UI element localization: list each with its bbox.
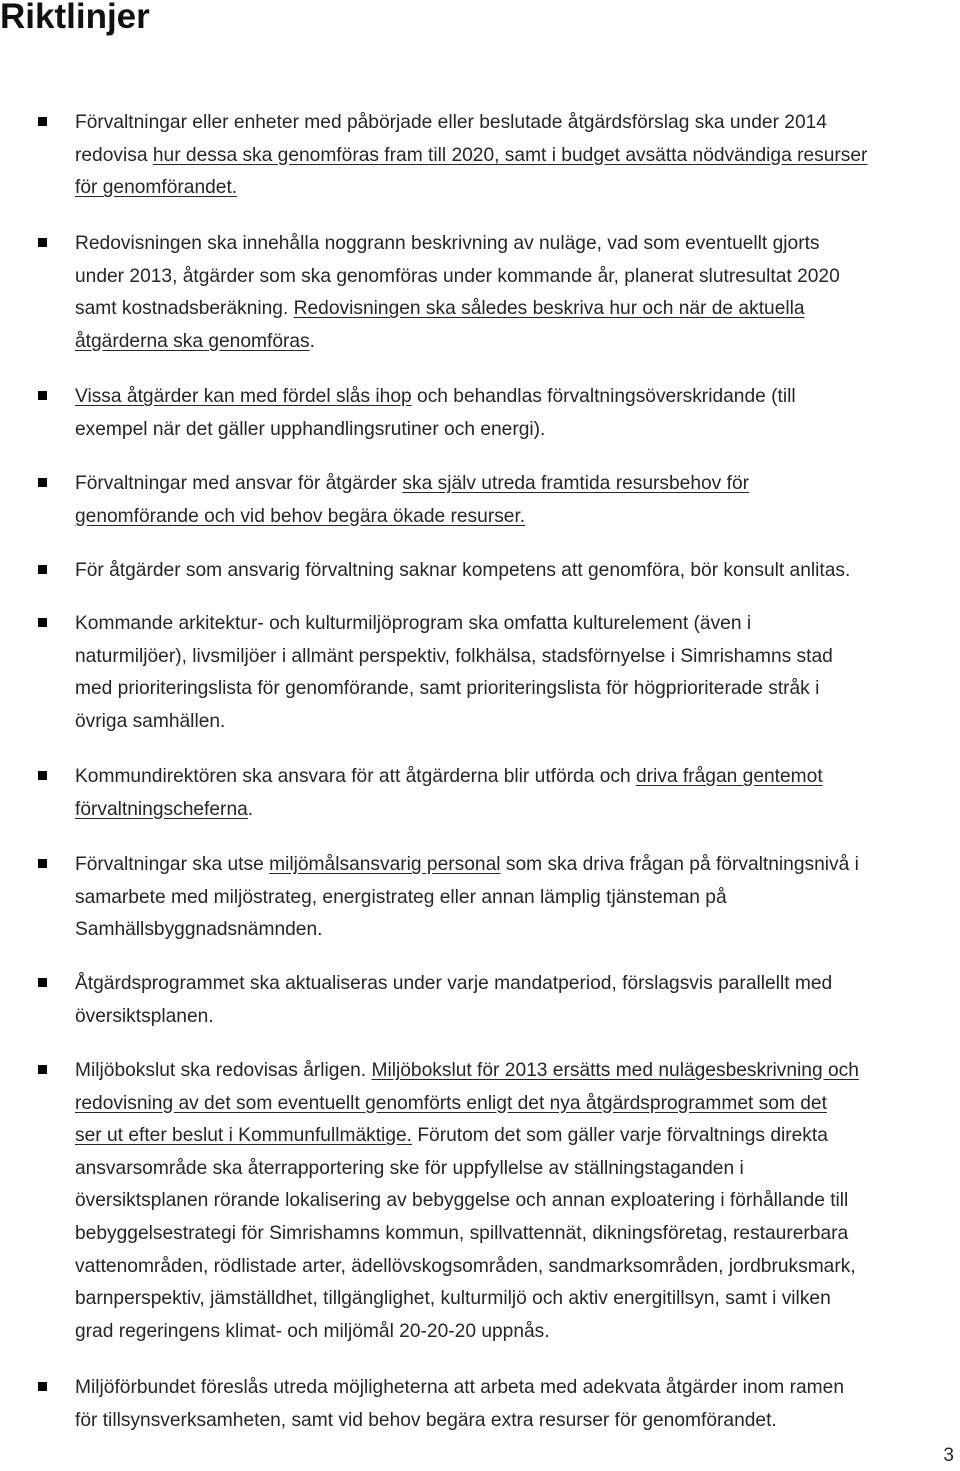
text-line (75, 849, 959, 882)
page-number: 3 (943, 1445, 954, 1466)
text-line (75, 140, 959, 173)
text-segment: övriga samhällen. (75, 710, 226, 732)
text-segment: Redovisningen ska innehålla noggrann beskrivning av nuläge, vad som eventuellt gjorts (75, 233, 820, 254)
text-line (75, 326, 959, 359)
bullet-square-icon (38, 478, 47, 487)
text-line (75, 1088, 959, 1121)
bullet-text (75, 468, 959, 533)
text-segment: grad regeringens klimat- och miljömål 20-20-20 uppnås. (75, 1320, 550, 1342)
underlined-text: driva frågan gentemot (636, 766, 823, 787)
text-line (75, 261, 959, 294)
text-line (75, 914, 959, 947)
text-line (75, 641, 959, 674)
bullet-text (75, 107, 959, 205)
underlined-text: Redovisningen ska således beskriva hur och när de aktuella (293, 298, 805, 320)
text-line (75, 381, 959, 414)
bullet-text (75, 1372, 959, 1437)
underlined-text: genomförande och vid behov begära ökade resurser. (75, 505, 526, 527)
bullet-square-icon (38, 391, 47, 400)
text-segment: och behandlas förvaltningsöverskridande (till (411, 386, 796, 407)
text-segment: redovisa (75, 144, 153, 166)
underlined-text: ska själv utreda framtida resursbehov för (402, 473, 749, 494)
page-heading: Riktlinjer (0, 0, 150, 36)
text-segment: för tillsynsverksamheten, samt vid behov begära extra resurser för genomförandet. (75, 1409, 777, 1431)
text-segment: Förvaltningar ska utse (75, 854, 270, 875)
text-line (75, 882, 959, 915)
text-segment: samarbete med miljöstrateg, energistrateg eller annan lämplig tjänsteman på (75, 886, 727, 908)
text-segment: bebyggelsestrategi för Simrishamns kommun, spillvattennät, dikningsföretag, restaurerbara (75, 1222, 849, 1244)
underlined-text: Vissa åtgärder kan med fördel slås ihop (75, 386, 412, 407)
text-segment: som ska driva frågan på förvaltningsnivå i (500, 854, 859, 875)
text-line (75, 1001, 959, 1034)
text-segment: översiktsplanen rörande lokalisering av bebyggelse och annan exploatering i förhållande till (75, 1190, 849, 1212)
text-line (75, 555, 959, 588)
bullet-square-icon (38, 618, 47, 627)
bullet-text (75, 228, 959, 358)
text-segment: Förutom det som gäller varje förvaltnings direkta (412, 1125, 828, 1147)
text-segment: vattenområden, rödlistade arter, ädellövskogsområden, sandmarksområden, jordbruksmark, (75, 1255, 856, 1277)
bullet-square-icon (38, 859, 47, 868)
text-segment: Kommundirektören ska ansvara för att åtgärderna blir utförda och (75, 766, 636, 787)
text-segment: under 2013, åtgärder som ska genomföras under kommande år, planerat slutresultat 2020 (75, 265, 840, 287)
text-line (75, 673, 959, 706)
underlined-text: åtgärderna ska genomföras (75, 330, 310, 352)
text-segment: samt kostnadsberäkning. (75, 298, 294, 320)
text-line (75, 1316, 959, 1349)
text-segment: ansvarsområde ska återrapportering ske för uppfyllelse av ställningstaganden i (75, 1157, 744, 1179)
text-line (75, 1218, 959, 1251)
text-segment: Kommande arkitektur- och kulturmiljöprogram ska omfatta kulturelement (även i (75, 613, 752, 634)
text-line (75, 968, 959, 1001)
underlined-text: redovisning av det som eventuellt genomförts enligt det nya åtgärdsprogrammet som det (75, 1092, 827, 1114)
text-line (75, 1405, 959, 1438)
bullet-square-icon (38, 117, 47, 126)
text-line (75, 1055, 959, 1088)
underlined-text: hur dessa ska genomföras fram till 2020, samt i budget avsätta nödvändiga resurser (152, 144, 868, 166)
bullet-square-icon (38, 771, 47, 780)
text-line (75, 293, 959, 326)
text-line (75, 608, 959, 641)
bullet-square-icon (38, 1065, 47, 1074)
text-segment: För åtgärder som ansvarig förvaltning saknar kompetens att genomföra, bör konsult anlitas. (75, 560, 851, 581)
text-segment: Åtgärdsprogrammet ska aktualiseras under varje mandatperiod, förslagsvis parallellt med (75, 973, 833, 994)
text-segment: Miljöbokslut ska redovisas årligen. (75, 1060, 372, 1081)
underlined-text: miljömålsansvarig personal (269, 854, 501, 875)
bullet-text (75, 608, 959, 738)
text-segment: översiktsplanen. (75, 1005, 214, 1027)
bullet-text (75, 849, 959, 947)
text-segment: barnperspektiv, jämställdhet, tillgänglighet, kulturmiljö och aktiv energitillsyn, samt i vilken (75, 1288, 831, 1310)
underlined-text: för genomförandet. (75, 177, 238, 199)
text-line (75, 1251, 959, 1284)
text-line (75, 1120, 959, 1153)
text-segment: . (309, 330, 315, 352)
bullet-text (75, 555, 959, 588)
underlined-text: Miljöbokslut för 2013 ersätts med nulägesbeskrivning och (371, 1060, 859, 1081)
text-segment: Förvaltningar med ansvar för åtgärder (75, 473, 403, 494)
text-line (75, 107, 959, 140)
bullet-square-icon (38, 565, 47, 574)
bullet-square-icon (38, 1382, 47, 1391)
bullet-text (75, 1055, 959, 1348)
text-segment: naturmiljöer), livsmiljöer i allmänt perspektiv, folkhälsa, stadsförnyelse i Simrishamns stad (75, 645, 833, 667)
bullet-text (75, 761, 959, 826)
text-line (75, 172, 959, 205)
text-segment: Förvaltningar eller enheter med påbörjade eller beslutade åtgärdsförslag ska under 2014 (75, 112, 827, 133)
text-line (75, 1185, 959, 1218)
text-line (75, 794, 959, 827)
bullet-text (75, 968, 959, 1033)
text-line (75, 1153, 959, 1186)
underlined-text: ser ut efter beslut i Kommunfullmäktige. (75, 1125, 412, 1147)
bullet-square-icon (38, 978, 47, 987)
bullet-square-icon (38, 238, 47, 247)
text-segment: . (247, 798, 254, 820)
text-line (75, 414, 959, 447)
text-segment: Samhällsbyggnadsnämnden. (75, 919, 323, 941)
text-line (75, 501, 959, 534)
bullet-text (75, 381, 959, 446)
text-line (75, 468, 959, 501)
text-segment: exempel när det gäller upphandlingsrutiner och energi). (75, 418, 546, 440)
text-line (75, 761, 959, 794)
text-line (75, 228, 959, 261)
text-segment: med prioriteringslista för genomförande, samt prioriteringslista för högprioriterade stråk i (75, 678, 820, 700)
underlined-text: förvaltningscheferna (75, 798, 248, 820)
text-line (75, 1283, 959, 1316)
text-line (75, 1372, 959, 1405)
text-line (75, 706, 959, 739)
text-segment: Miljöförbundet föreslås utreda möjligheterna att arbeta med adekvata åtgärder inom ramen (75, 1377, 844, 1398)
